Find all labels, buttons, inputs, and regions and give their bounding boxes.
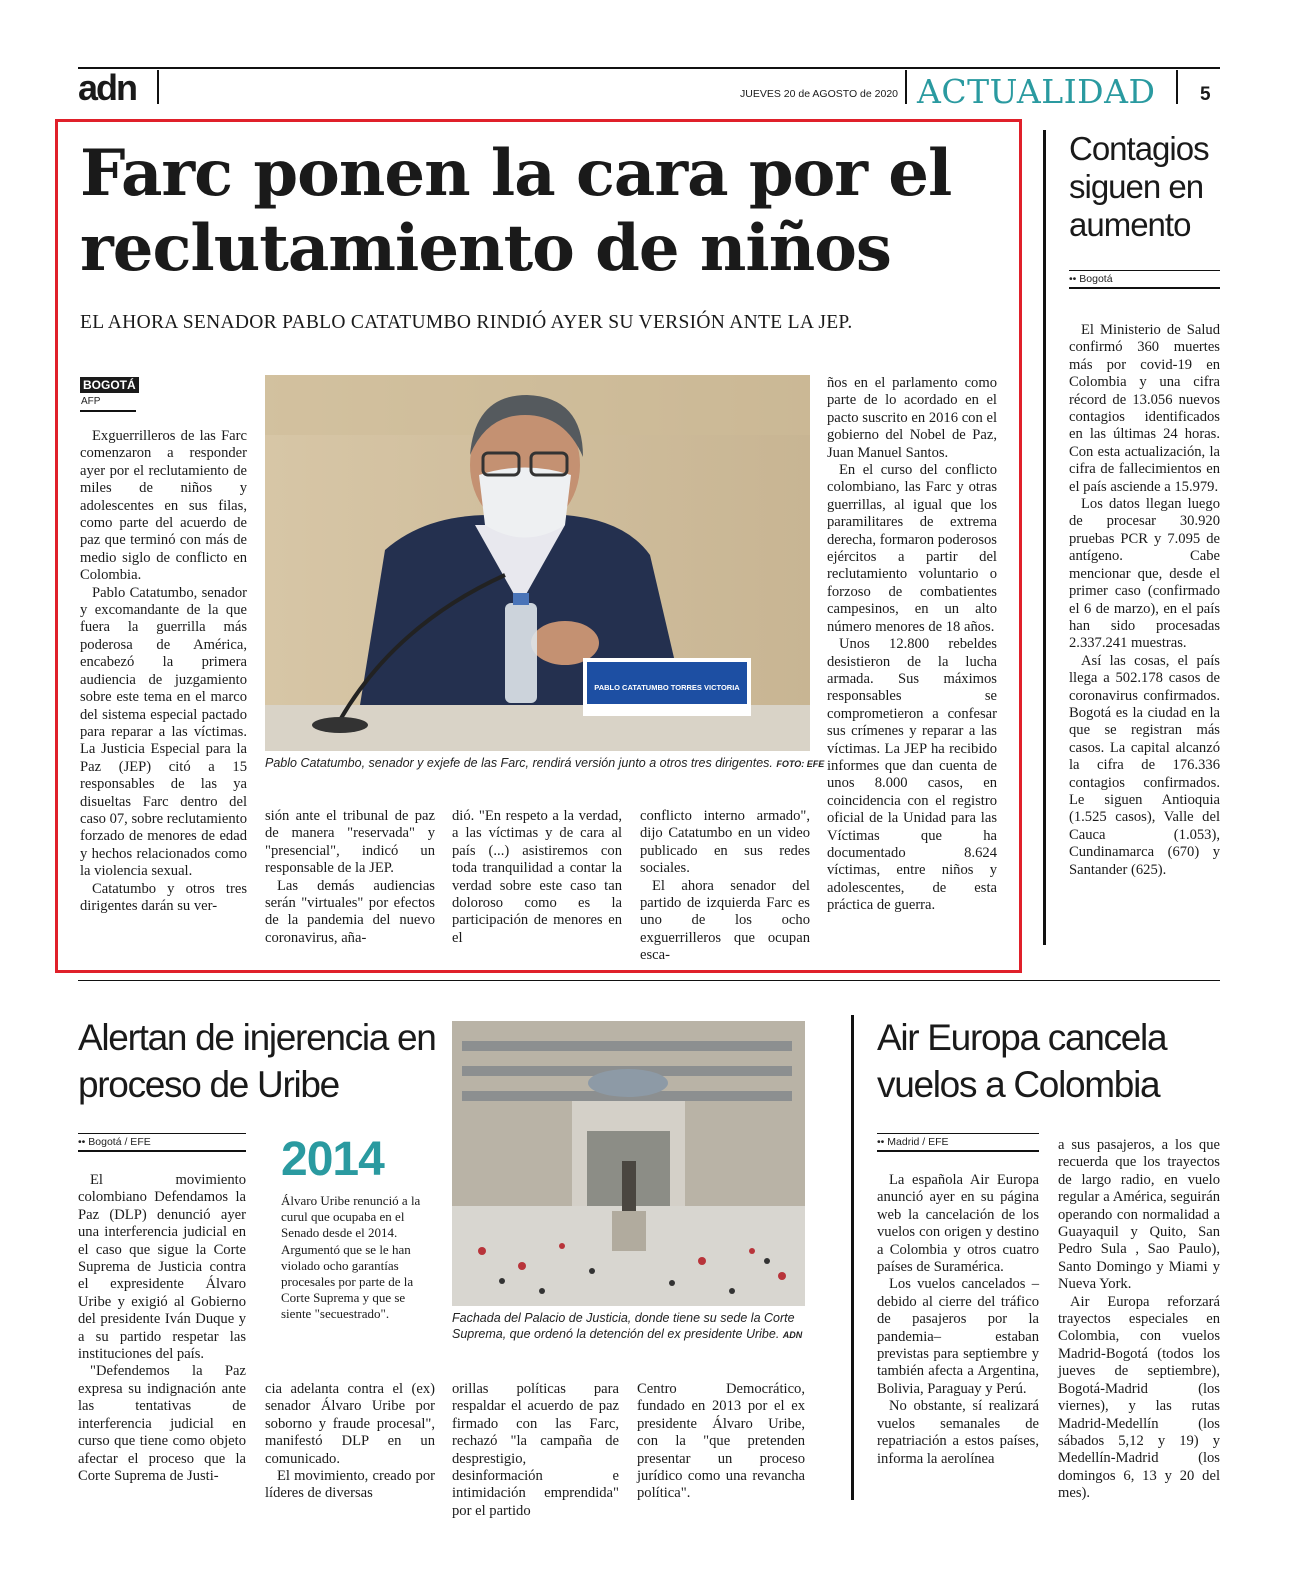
paragraph: No obstante, sí realizará vuelos semanales de repatriación a estos países, informa la aerolínea [877,1398,1039,1467]
paragraph: Centro Democrático, fundado en 2013 por el ex presidente Álvaro Uribe, con la "que pretenden presentar un proceso jurídico como una revancha política". [637,1381,805,1502]
aireuropa-headline: Air Europa cancela vuelos a Colombia [877,1017,1167,1105]
uribe-col-4 [637,1381,805,1503]
main-photo-caption [265,755,825,772]
catatumbo-photo-illustration [265,375,810,751]
paragraph: dió. "En respeto a la verdad, a las víctimas y de cara al país (...) asistiremos con toda tranquilidad a contar la verdad sobre este caso tan doloroso como es la participación de menores en el [452,808,622,946]
paragraph: El ahora senador del partido de izquierda Farc es uno de los ocho exguerrilleros que ocupan esca- [640,877,810,964]
palace-photo-illustration [452,1021,805,1306]
paragraph: a sus pasajeros, a los que recuerda que los trayectos de largo radio, en vuelo regular a América, seguirán operando con normalidad a Guayaquil y Quito, San Pedro Sula , Sao Paulo), Santo Domingo y Miami y Nueva York. [1058,1137,1220,1293]
uribe-col-3 [452,1381,619,1520]
aireuropa-tag-rule-top [877,1133,1039,1134]
logo-divider [157,70,159,104]
paragraph: sión ante el tribunal de paz de manera "reservada" y "presencial", indicó un responsable de la JEP. [265,808,435,877]
aireuropa-divider [851,1015,854,1500]
uribe-tag-rule [78,1150,246,1152]
palace-photo [452,1021,805,1306]
paragraph: Air Europa reforzará trayectos especiales en Colombia, con vuelos Madrid-Bogotá (todos los jueves de septiembre), Bogotá-Madrid (los viernes), y las rutas Madrid-Medellín (los sábados 5,12 y 19) y Medellín-Madrid (los domingos 6, 13 y 20 del mes). [1058,1293,1220,1502]
paragraph: Las demás audiencias serán "virtuales" por efectos de la pandemia del nuevo coronavirus, aña- [265,877,435,946]
main-col-2 [265,808,435,947]
paragraph: El Ministerio de Salud confirmó 360 muertes más por covid-19 en Colombia y una cifra récord de 13.056 nuevos contagios identificados en las últimas 24 horas. Con esta actualización, la cifra de fallecimientos en el país asciende a 15.979. [1069,322,1220,495]
tag-bullet-icon: •• [1069,273,1077,285]
paragraph: Unos 12.800 rebeldes desistieron de la lucha armada. Sus máximos responsables se comprometieron a confesar sus crímenes y reparar a las víctimas. La JEP ha recibido informes que dan cuenta de unos 8.000 casos, en coincidencia con el registro oficial de la Unidad para las Víctimas que ha documentado 8.624 víctimas, entre niños y adolescentes, de esta práctica de guerra. [827,636,997,914]
agency-rule [80,410,136,412]
section-separator [78,980,1220,981]
main-col-1 [80,428,247,915]
fact-text: Álvaro Uribe renunció a la curul que ocupaba en el Senado desde el 2014. Argumentó que se le han violado ocho garantías procesales por parte de la Corte Suprema y que se siente "secuestrado". [281,1193,421,1322]
tag-bullet-icon: •• [877,1136,885,1148]
paragraph: El movimiento colombiano Defendamos la Paz (DLP) denunció ayer una interferencia judicial en el caso que sigue la Corte Suprema de Justicia contra el expresidente Álvaro Uribe y exigió al Gobierno del presidente Iván Duque y a su partido respetar las instituciones del país. [78,1172,246,1363]
paragraph: ños en el parlamento como parte de lo acordado en el pacto suscrito en 2016 con el gobierno del Nobel de Paz, Juan Manuel Santos. [827,375,997,461]
side-tag-text: Bogotá [1079,273,1113,285]
issue-date: JUEVES 20 de AGOSTO de 2020 [740,88,898,100]
side-tag [1069,273,1113,285]
side-divider [1043,130,1046,945]
uribe-col-1 [78,1172,246,1485]
top-rule [78,67,1220,69]
paragraph: Así las cosas, el país llega a 502.178 casos de coronavirus confirmados. Bogotá es la ciudad en la que se registran más casos. La capital alcanzó la cifra de 176.336 contagios confirmados. Le siguen Antioquia (1.525 casos), Valle del Cauca (1.053), Cundinamarca (670) y Santander (625). [1069,652,1220,878]
page-number: 5 [1200,84,1211,105]
paragraph: Pablo Catatumbo, senador y excomandante de la que fuera la guerrilla más poderosa de América, encabezó la primera audiencia de juzgamiento sobre este tema en el marco del sistema especial pactado para reparar a las víctimas. La Justicia Especial para la Paz (JEP) citó a 15 responsables de las ya disueltas Farc dentro del caso 07, sobre reclutamiento forzado de menores de edad y hechos relacionados como la violencia sexual. [80,584,247,880]
aireuropa-col-2 [1058,1137,1220,1503]
palace-photo-caption [452,1310,805,1343]
side-tag-rule [1069,287,1220,289]
paragraph: conflicto interno armado", dijo Catatumbo en un video publicado en sus redes sociales. [640,808,810,877]
aireuropa-col-1 [877,1172,1039,1468]
paragraph: Catatumbo y otros tres dirigentes darán su ver- [80,880,247,914]
paragraph: El movimiento, creado por líderes de diversas [265,1468,435,1502]
photo-credit: ADN [782,1330,803,1340]
paragraph: cia adelanta contra el (ex) senador Álvaro Uribe por soborno y fraude procesal", manifestó DLP en un comunicado. [265,1381,435,1467]
uribe-headline: Alertan de injerencia en proceso de Uribe [78,1017,436,1105]
paragraph: En el curso del conflicto colombiano, las Farc y otras guerrillas, al igual que los paramilitares de extrema derecha, formaron poderosos ejércitos a partir del reclutamiento voluntario o forzoso de combatientes campesinos, en un alto número menores de 18 años. [827,462,997,635]
paragraph: "Defendemos la Paz expresa su indignación ante las tentativas de interferencia judicial en curso que tiene como objeto afectar el proceso que la Corte Suprema de Justi- [78,1363,246,1484]
aireuropa-tag [877,1136,949,1148]
photo-nameplate: PABLO CATATUMBO TORRES VICTORIA [594,683,740,692]
paragraph: orillas políticas para respaldar el acuerdo de paz firmado con las Farc, rechazó "la campaña de desprestigio, desinformación e intimidación emprendida" por el partido [452,1381,619,1519]
fact-number: 2014 [281,1133,384,1186]
uribe-col-2 [265,1381,435,1503]
logo: adn [78,67,137,108]
main-col-5 [827,375,997,915]
section-title: ACTUALIDAD [917,72,1156,111]
paragraph: La española Air Europa anunció ayer en su página web la cancelación de los vuelos con origen y destino a Colombia y otros cuatro países de Suramérica. [877,1172,1039,1276]
paragraph: Exguerrilleros de las Farc comenzaron a responder ayer por el reclutamiento de miles de niños y adolescentes en sus filas, como parte del acuerdo de paz que terminó con más de medio siglo de conflicto en Colombia. [80,428,247,584]
main-col-3 [452,808,622,947]
main-photo [265,375,810,751]
side-headline: Contagios siguen en aumento [1069,130,1209,243]
section-divider [1176,70,1178,104]
uribe-tag [78,1136,151,1148]
uribe-tag-rule-top [78,1133,246,1134]
caption-text: Pablo Catatumbo, senador y exjefe de las Farc, rendirá versión junto a otros tres dirigentes. [265,756,773,770]
photo-credit: FOTO: EFE [776,759,825,769]
main-col-4 [640,808,810,965]
date-divider [905,70,907,104]
paragraph: Los vuelos cancelados –debido al cierre del tráfico de pasajeros por la pandemia– estaban previstas para septiembre y también afecta a Argentina, Bolivia, Paraguay y Perú. [877,1276,1039,1397]
location-label: BOGOTÁ [80,377,139,393]
side-body [1069,322,1220,879]
main-headline: Farc ponen la cara por el reclutamiento de niños [80,136,952,286]
tag-bullet-icon: •• [78,1136,86,1148]
paragraph: Los datos llegan luego de procesar 30.920 pruebas PCR y 7.095 de antígeno. Cabe mencionar que, desde el primer caso (confirmado el 6 de marzo), en el país han sido procesadas 2.337.241 muestras. [1069,496,1220,652]
caption-text: Fachada del Palacio de Justicia, donde tiene su sede la Corte Suprema, que ordenó la detención del ex presidente Uribe. [452,1311,795,1341]
main-subhead: EL AHORA SENADOR PABLO CATATUMBO RINDIÓ AYER SU VERSIÓN ANTE LA JEP. [80,312,853,333]
side-tag-rule-top [1069,270,1220,271]
uribe-tag-text: Bogotá / EFE [88,1136,151,1148]
aireuropa-tag-rule [877,1150,1039,1152]
aireuropa-tag-text: Madrid / EFE [887,1136,949,1148]
agency-label: AFP [81,396,101,407]
